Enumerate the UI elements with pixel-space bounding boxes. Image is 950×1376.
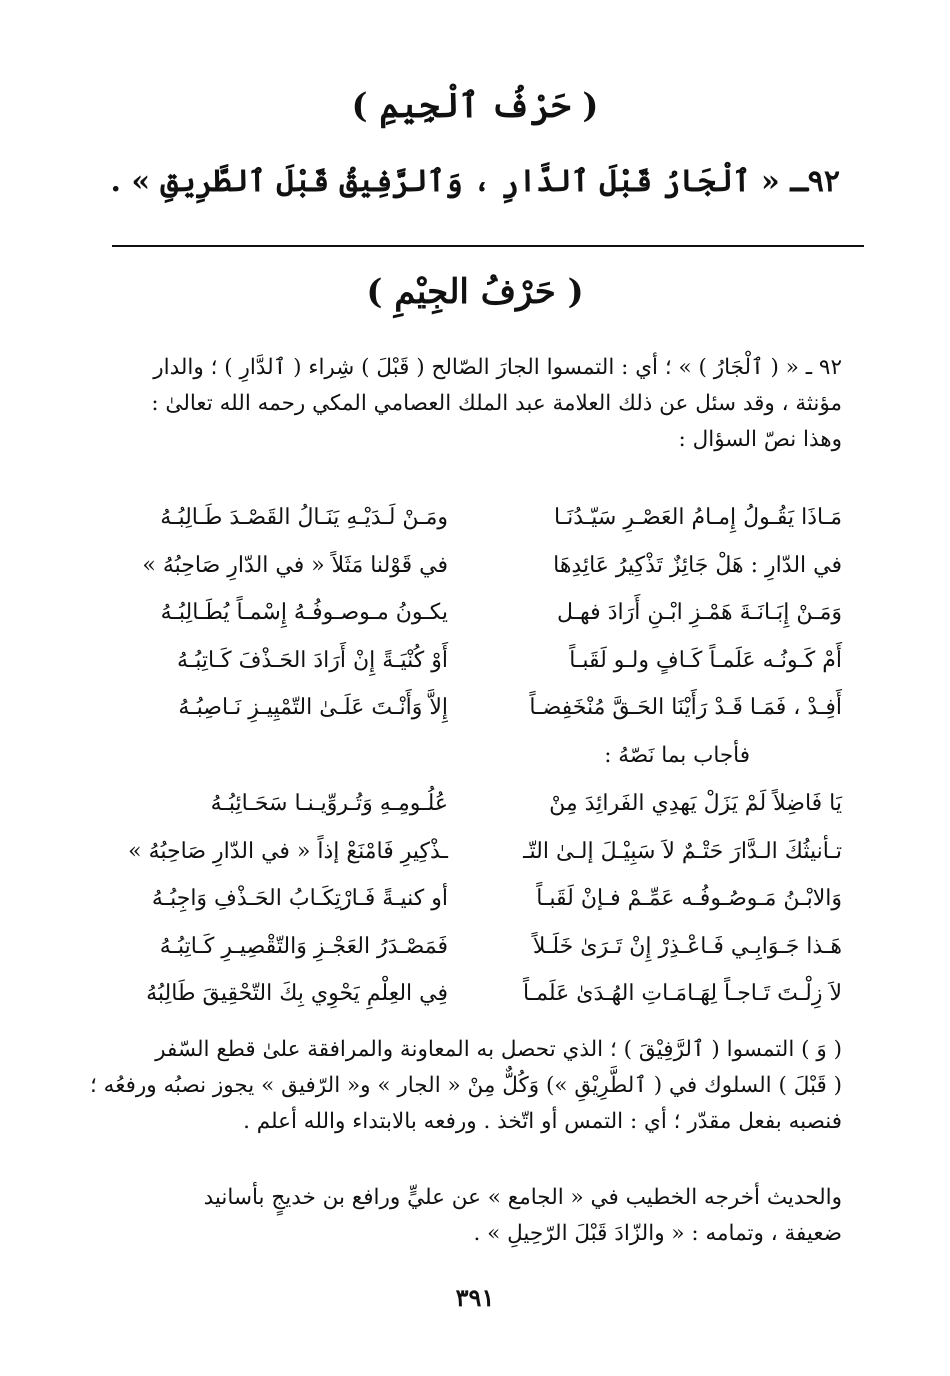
verse-row [108, 637, 842, 685]
question-poem [108, 494, 842, 732]
hadith-text: ٩٢ـ « ٱلْجَارُ قَبْلَ ٱلدَّارِ ، وَٱلرَّفِيقُ قَبْلَ ٱلطَّرِيقِ » . [110, 164, 840, 199]
verse-row [108, 780, 842, 828]
answer-poem [108, 780, 842, 1018]
verse-first-hemistich: يَا فَاضِلاً لَمْ يَزَلْ يَهدِي الفَرائِدَ مِنْ [549, 791, 842, 816]
verse-second-hemistich: ـذْكِيرِ فَامْنَعْ إذاً « في الدّارِ صَاحِبُهُ » [128, 838, 448, 864]
verse-second-hemistich: فِي العِلْمِ يَحْوِي بِكَ التّحْقِيقَ طَالِبُهُ [146, 981, 448, 1006]
verse-row [108, 542, 842, 590]
source-paragraph [108, 1180, 842, 1252]
verse-row [108, 684, 842, 732]
paragraph-line: فنصبه بفعل مقدّر ؛ أي : التمس أو اتّخذ . ورفعه بالابتداء والله أعلم . [243, 1109, 842, 1134]
answer-intro: فأجاب بما نَصّهُ : [604, 743, 750, 768]
paragraph-line: والحديث أخرجه الخطيب في « الجامع » عن عليٍّ ورافع بن خديجٍ بأسانيد [203, 1185, 842, 1210]
verse-first-hemistich: لاَ زِلْـتَ تَـاجـاً لِهَـامَـاتِ الهُـدَىٰ عَلَمـاً [523, 981, 842, 1006]
verse-first-hemistich: وَمَـنْ إِبَـانَـةَ هَمْـزِ ابْـنِ أَرَادَ فهـل [556, 600, 842, 625]
verse-row [108, 828, 842, 876]
closing-paragraph [90, 1032, 842, 1140]
verse-second-hemistich: إِلاَّ وَأَنْـتَ عَلَـىٰ التّمْيِيـزِ نَـاصِبُـهُ [178, 695, 448, 720]
verse-second-hemistich: أو كنيـةً فَـارْتِكَـابُ الحَـذْفِ وَاجِبُـهُ [151, 886, 448, 911]
verse-first-hemistich: تـأنيثُكَ الـدَّارَ حَتْـمٌ لاَ سَبِيْـلَ إلـىٰ التّـ [523, 838, 842, 864]
commentary-heading: ( حَرْفُ الجِيْمِ ) [366, 272, 584, 312]
paragraph-line: وهذا نصّ السؤال : [678, 427, 842, 452]
intro-paragraph [108, 350, 842, 458]
verse-second-hemistich: أَوْ كُنْيَـةً إِنْ أَرَادَ الحَـذْفَ كَـاتِبُـهُ [176, 647, 448, 673]
verse-second-hemistich: في قَوْلنا مَثَلاً « في الدّارِ صَاحِبُهُ » [142, 552, 448, 578]
top-heading: ( حَرْفُ ٱلْجِيمِ ) [351, 86, 599, 126]
verse-row [108, 589, 842, 637]
verse-second-hemistich: فَمَصْـدَرُ العَجْـزِ وَالتّقْصِيـرِ كَـاتِبُـهُ [159, 933, 448, 959]
paragraph-line: ٩٢ ـ « ( ٱلْجَارُ ) » ؛ أي : التمسوا الجارَ الصّالح ( قَبْلَ ) شِراء ( ٱلدَّارِ ) ؛ والدار [153, 355, 842, 380]
verse-row [108, 875, 842, 923]
paragraph-line: مؤنثة ، وقد سئل عن ذلك العلامة عبد الملك العصامي المكي رحمه الله تعالىٰ : [151, 391, 842, 416]
verse-row [108, 970, 842, 1018]
verse-second-hemistich: ومَـنْ لَـدَيْـهِ يَنَـالُ القَصْـدَ طَـالِبُـهُ [160, 505, 448, 530]
verse-first-hemistich: في الدّارِ : هَلْ جَائِزٌ تَذْكِيرُ عَائِدِهَا [553, 552, 842, 578]
verse-second-hemistich: عُلُـومِـهِ وَتُـروِّيـنـا سَحَـائِبُـهُ [210, 791, 448, 816]
verse-first-hemistich: أَفِـدْ ، فَمَـا قَـدْ رَأَيْنَا الحَـقَّ مُنْخَفِضـاً [529, 695, 842, 720]
page-number: ٣٩١ [455, 1283, 495, 1312]
verse-row [108, 494, 842, 542]
paragraph-line: ( قَبْلَ ) السلوك في ( ٱلطَّرِيْقِ ») وَكُلٌّ مِنْ « الجار » و« الرّفيق » يجوز نصبُه ورفعُه ؛ [90, 1073, 842, 1098]
verse-first-hemistich: وَالابْـنُ مَـوصُـوفُـه عَمِّـمْ فـإنْ لَقَبـاً [536, 886, 842, 911]
paragraph-line: ضعيفة ، وتمامه : « والزّادَ قَبْلَ الرّحِيلِ » . [473, 1221, 842, 1246]
verse-first-hemistich: أَمْ كَـونُـه عَلَمـاً كَـافٍ ولـو لَقَبـاً [569, 647, 842, 673]
verse-first-hemistich: مَـاذَا يَقُـولُ إِمـامُ العَصْـرِ سَيّـدُنَـا [554, 505, 842, 530]
verse-first-hemistich: هَـذا جَـوَابِـي فَـاعْـذِرْ إِنْ تَـرَىٰ خَلَـلاً [532, 933, 842, 959]
divider-line [112, 245, 864, 247]
verse-row [108, 923, 842, 971]
paragraph-line: ( وَ ) التمسوا ( ٱلرَّفِيْقَ ) ؛ الذي تحصل به المعاونة والمرافقة علىٰ قطع السّفر [155, 1037, 842, 1062]
verse-second-hemistich: يكـونُ مـوصـوفُـهُ إِسْمـاً يُطَـالِبُـهُ [160, 600, 448, 625]
